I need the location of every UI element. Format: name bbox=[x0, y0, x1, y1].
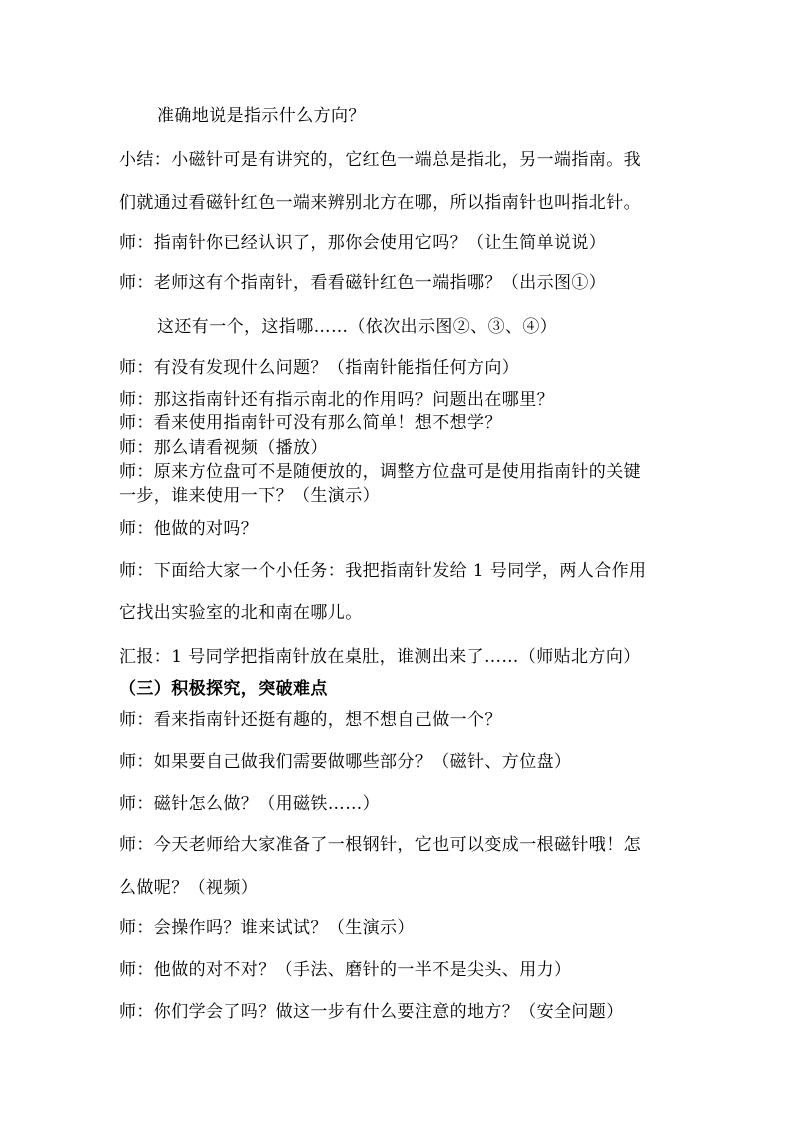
text-line: 师：今天老师给大家准备了一根钢针，它也可以变成一根磁针哦！怎 bbox=[119, 835, 641, 855]
text-line: 师：他做的对不对？（手法、磨针的一半不是尖头、用力） bbox=[119, 960, 572, 980]
text-line: 师：指南针你已经认识了，那你会使用它吗？（让生简单说说） bbox=[119, 233, 607, 253]
text-line: 师：会操作吗？谁来试试？（生演示） bbox=[119, 918, 415, 938]
text-line: 师：那么请看视频（播放） bbox=[119, 438, 328, 458]
text-line: 它找出实验室的北和南在哪儿。 bbox=[119, 603, 363, 623]
text-line: 小结：小磁针可是有讲究的，它红色一端总是指北，另一端指南。我 bbox=[119, 150, 641, 170]
text-line: 师：原来方位盘可不是随便放的，调整方位盘可是使用指南针的关键 bbox=[119, 462, 641, 482]
section-heading: （三）积极探究，突破难点 bbox=[119, 679, 328, 699]
text-line: 师：你们学会了吗？做这一步有什么要注意的地方？（安全问题） bbox=[119, 1002, 624, 1022]
text-line: 师：那这指南针还有指示南北的作用吗？问题出在哪里？ bbox=[119, 390, 554, 410]
text-line: 准确地说是指示什么方向？ bbox=[157, 106, 366, 126]
text-line: 们就通过看磁针红色一端来辨别北方在哪，所以指南针也叫指北针。 bbox=[119, 193, 641, 213]
text-line: 么做呢？（视频） bbox=[119, 878, 259, 898]
text-line: 师：有没有发现什么问题？（指南针能指任何方向） bbox=[119, 358, 520, 378]
text-line: 师：老师这有个指南针，看看磁针红色一端指哪？（出示图①） bbox=[119, 273, 607, 293]
text-line: 汇报：1 号同学把指南针放在桌肚，谁测出来了……（师贴北方向） bbox=[119, 647, 641, 667]
text-line: 这还有一个，这指哪……（依次出示图②、③、④） bbox=[157, 317, 558, 337]
text-line: 师：他做的对吗？ bbox=[119, 519, 259, 539]
text-line: 师：下面给大家一个小任务：我把指南针发给 1 号同学，两人合作用 bbox=[119, 561, 647, 581]
text-line: 师：看来使用指南针可没有那么简单！想不想学？ bbox=[119, 413, 502, 433]
text-line: 师：如果要自己做我们需要做哪些部分？（磁针、方位盘） bbox=[119, 752, 572, 772]
text-line: 师：看来指南针还挺有趣的，想不想自己做一个？ bbox=[119, 710, 502, 730]
text-line: 一步，谁来使用一下？（生演示） bbox=[119, 486, 380, 506]
text-line: 师：磁针怎么做？（用磁铁……） bbox=[119, 794, 380, 814]
